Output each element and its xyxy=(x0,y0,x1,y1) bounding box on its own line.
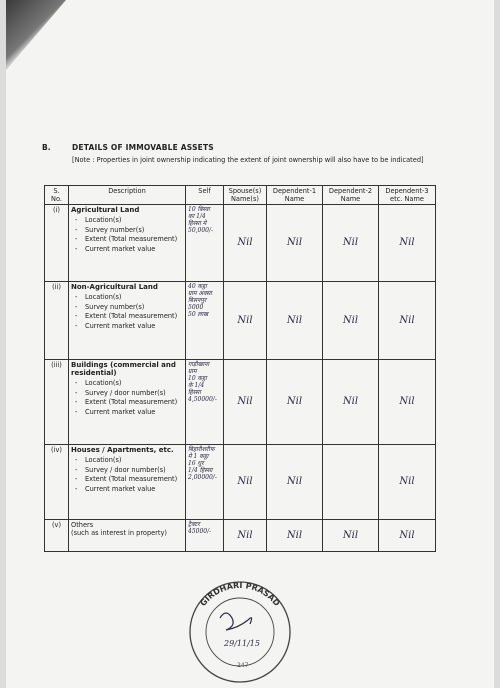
handwritten-dep3-value: Nil xyxy=(379,360,436,445)
section-letter: B. xyxy=(42,143,51,152)
row-number: (v) xyxy=(45,520,69,552)
handwritten-dep3-value: Nil xyxy=(379,282,436,360)
handwritten-spouse-value: Nil xyxy=(224,205,267,282)
header-dependent-2: Dependent-2 Name xyxy=(323,186,379,205)
header-self: Self xyxy=(186,186,224,205)
page-number: 247 xyxy=(237,662,249,669)
handwritten-dep1-value: Nil xyxy=(267,520,323,552)
handwritten-self-value: बिहारीशरीफ मे 1 कट्ठा 16 धुर 1/4 हिस्सा 2,00000/- xyxy=(186,445,224,520)
list-item: - Survey / door number(s) xyxy=(71,466,183,474)
signature-mark xyxy=(220,613,252,630)
row-title: Others xyxy=(71,521,94,529)
handwritten-dep1-value: Nil xyxy=(267,360,323,445)
header-dependent-3: Dependent-3 etc. Name xyxy=(379,186,436,205)
row-title: Buildings (commercial and residential) xyxy=(71,361,176,377)
handwritten-dep1-value: Nil xyxy=(267,282,323,360)
header-sno: S. No. xyxy=(45,186,69,205)
list-item: - Location(s) xyxy=(71,379,183,387)
handwritten-spouse-value: Nil xyxy=(224,282,267,360)
handwritten-dep2-value: Nil xyxy=(323,282,379,360)
header-description: Description xyxy=(69,186,186,205)
handwritten-self-value: गाड़ीखाना ग्राम 10 कट्ठा के 1/4 हिस्सा 4,50000/- xyxy=(186,360,224,445)
list-item: - Location(s) xyxy=(71,293,183,301)
table-row xyxy=(45,282,436,360)
row-description xyxy=(69,282,186,360)
handwritten-self-value: 10 बिस्वा का 1/4 हिस्सा मे 50,000/- xyxy=(186,205,224,282)
handwritten-self-value: 40 कट्ठा ग्राम अक्सा बिसनपुर 5000 50 लाख xyxy=(186,282,224,360)
row-number: (iv) xyxy=(45,445,69,520)
table-row xyxy=(45,520,436,552)
list-item: - Current market value xyxy=(71,245,183,253)
stamp-date: 29/11/15 xyxy=(224,639,260,648)
handwritten-spouse-value: Nil xyxy=(224,445,267,520)
table-header-row xyxy=(45,186,436,205)
list-item: - Survey number(s) xyxy=(71,303,183,311)
list-item: - Extent (Total measurement) xyxy=(71,235,183,243)
list-item: - Location(s) xyxy=(71,456,183,464)
handwritten-dep1-value: Nil xyxy=(267,205,323,282)
list-item: - Current market value xyxy=(71,485,183,493)
handwritten-dep2-value: Nil xyxy=(323,205,379,282)
list-item: - Location(s) xyxy=(71,216,183,224)
handwritten-dep1-value: Nil xyxy=(267,445,323,520)
list-item: - Extent (Total measurement) xyxy=(71,398,183,406)
list-item: - Survey / door number(s) xyxy=(71,389,183,397)
row-description xyxy=(69,360,186,445)
row-description xyxy=(69,520,186,552)
handwritten-spouse-value: Nil xyxy=(224,520,267,552)
handwritten-spouse-value: Nil xyxy=(224,360,267,445)
row-subtitle: (such as interest in property) xyxy=(71,529,167,537)
table-row xyxy=(45,205,436,282)
row-title: Houses / Apartments, etc. xyxy=(71,446,174,454)
header-spouse: Spouse(s) Name(s) xyxy=(224,186,267,205)
handwritten-dep2-value: Nil xyxy=(323,360,379,445)
handwritten-dep2-value xyxy=(323,445,379,520)
section-note: [Note : Properties in joint ownership indicating the extent of joint ownership will also have to be indicated] xyxy=(72,156,424,164)
row-title: Agricultural Land xyxy=(71,206,140,214)
handwritten-dep3-value: Nil xyxy=(379,445,436,520)
handwritten-dep3-value: Nil xyxy=(379,520,436,552)
section-title: DETAILS OF IMMOVABLE ASSETS xyxy=(72,143,214,152)
handwritten-dep3-value: Nil xyxy=(379,205,436,282)
row-description xyxy=(69,205,186,282)
immovable-assets-table xyxy=(44,185,436,552)
list-item: - Current market value xyxy=(71,322,183,330)
row-number: (i) xyxy=(45,205,69,282)
table-row xyxy=(45,360,436,445)
list-item: - Extent (Total measurement) xyxy=(71,312,183,320)
row-title: Non-Agricultural Land xyxy=(71,283,158,291)
handwritten-dep2-value: Nil xyxy=(323,520,379,552)
table-row xyxy=(45,445,436,520)
row-number: (iii) xyxy=(45,360,69,445)
handwritten-self-value: ट्रैक्टर 45000/- xyxy=(186,520,224,552)
list-item: - Current market value xyxy=(71,408,183,416)
list-item: - Extent (Total measurement) xyxy=(71,475,183,483)
list-item: - Survey number(s) xyxy=(71,226,183,234)
stamp-name-text: GIRDHARI PRASAD xyxy=(198,580,282,608)
row-description xyxy=(69,445,186,520)
header-dependent-1: Dependent-1 Name xyxy=(267,186,323,205)
row-number: (ii) xyxy=(45,282,69,360)
